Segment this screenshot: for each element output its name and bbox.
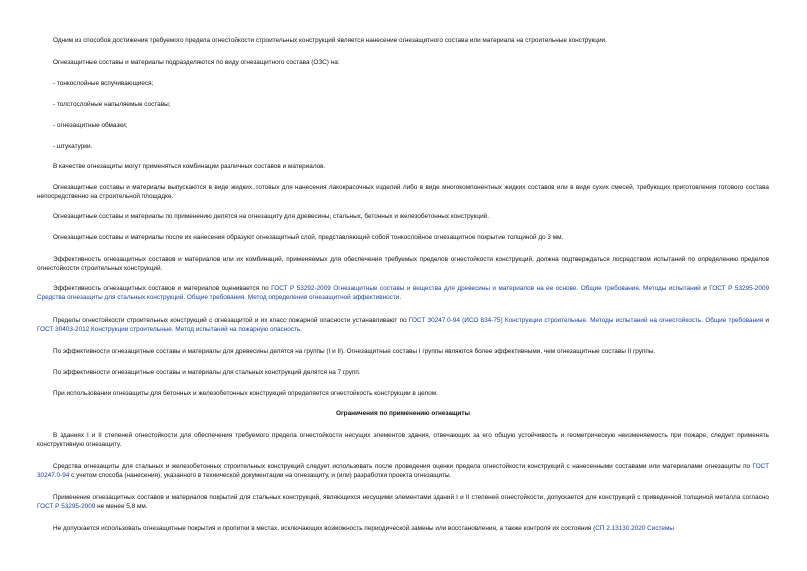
paragraph: Одним из способов достижения требуемого предела огнестойкости строительных конструкций является нанесение огнезащитного состава или материала на строительные конструкции. xyxy=(53,37,607,44)
list-item: - толстослойные напыляемые составы; xyxy=(53,101,171,108)
text: и xyxy=(763,317,769,324)
paragraph: В качестве огнезащиты могут применяться комбинации различных составов и материалов. xyxy=(53,163,326,170)
paragraph: По эффективности огнезащитные составы и материалы для древесины делятся на группы (I и II). Огнезащитные составы I группы являются более эффективными, чем огнезащитные составы II группы. xyxy=(53,348,656,355)
paragraph-steel-thickness xyxy=(37,493,769,511)
list-item: - огнезащитные обмазки; xyxy=(53,122,128,129)
paragraph-coatings xyxy=(37,524,769,533)
link-sp-2-13130[interactable]: СП 2.13130.2020 Системы xyxy=(595,525,674,532)
text: Не допускается использовать огнезащитные покрытия и пропитки в местах, исключающих возможность периодической замены или восстановления, а также контроля их состояния ( xyxy=(53,525,596,532)
text: . xyxy=(300,326,303,333)
paragraph: В зданиях I и II степеней огнестойкости для обеспечения требуемого предела огнестойкости несущих элементов здания, отвечающих за его общую устойчивость и геометрическую неизменяемость при пожаре, следует применять конструктивную огнезащиту. xyxy=(37,432,769,448)
paragraph: Огнезащитные составы и материалы выпускаются в виде жидких, готовых для нанесения лакокрасочных изделий либо в виде многокомпонентных жидких составов или в виде сухих смесей, требующих приготовления готового состава непосредственно на строительной площадке. xyxy=(37,184,769,200)
link-gost-53292[interactable]: ГОСТ Р 53292-2009 Огнезащитные составы и вещества для древесины и материалов на ее основе. Общие требования. Методы испытаний xyxy=(271,285,701,292)
text: Применение огнезащитных составов и материалов покрытий для стальных конструкций, являющихся несущими элементами зданий I и II степеней огнестойкости, допускается для конструкций с приведенной толщиной металла согласно xyxy=(53,494,769,501)
text: Пределы огнестойкости строительных конструкций с огнезащитой и их класс пожарной опасности устанавливают по xyxy=(53,317,409,324)
list-item: - тонкослойные вспучивающиеся; xyxy=(53,80,154,87)
paragraph: При использовании огнезащиты для бетонных и железобетонных конструкций определяется огнестойкость конструкции в целом. xyxy=(53,390,439,397)
paragraph: Огнезащитные составы и материалы после их нанесения образуют огнезащитный слой, представляющий собой тонкослойное огнезащитное покрытие толщиной до 3 мм. xyxy=(53,234,564,241)
text: и xyxy=(700,285,710,292)
paragraph: По эффективности огнезащитные составы и материалы для стальных конструкций делятся на 7 групп. xyxy=(53,369,361,376)
text: . xyxy=(399,294,402,301)
paragraph-fire-protection xyxy=(37,462,769,480)
paragraph-limits xyxy=(37,316,769,334)
text: Эффективность огнезащитных составов и материалов оценивается по xyxy=(53,285,272,292)
paragraph: Огнезащитные составы и материалы по применению делятся на огнезащиту для древесины, стальных, бетонных и железобетонных конструкций. xyxy=(53,213,489,220)
text: не менее 5,8 мм. xyxy=(95,503,148,510)
paragraph-standards xyxy=(37,284,769,302)
link-gost-30247[interactable]: ГОСТ 30247.0-94 (ИСО 834-75) Конструкции строительные. Методы испытаний на огнестойкость. Общие требования xyxy=(408,317,764,324)
list-item: - штукатурки. xyxy=(53,143,93,150)
section-heading: Ограничения по применению огнезащиты xyxy=(336,410,470,417)
link-gost-30247-short[interactable]: ГОСТ 30247.0-94 xyxy=(37,463,769,479)
paragraph: Огнезащитные составы и материалы подразделяются по виду огнезащитного состава (ОЗС) на: xyxy=(53,59,340,66)
link-gost-53295-short[interactable]: ГОСТ Р 53295-2009 xyxy=(37,503,96,510)
paragraph: Эффективность огнезащитных составов и материалов или их комбинаций, применяемых для обеспечения требуемых пределов огнестойкости конструкций, должна подтверждаться посредством испытаний по определению пределов огнестойкости строительных конструкций. xyxy=(37,256,769,272)
link-gost-53295[interactable]: ГОСТ Р 53295-2009 Средства огнезащиты для стальных конструкций. Общие требования. Метод определения огнезащитной эффективности xyxy=(37,285,770,301)
text: Средства огнезащиты для стальных и железобетонных строительных конструкций следует использовать после проведения оценки предела огнестойкости конструкций с нанесенными составами или материалами огнезащиты по xyxy=(53,463,753,470)
link-gost-30403[interactable]: ГОСТ 30403-2012 Конструкции строительные. Метод испытаний на пожарную опасность xyxy=(37,326,301,333)
text: с учетом способа (нанесения), указанного в технической документации на огнезащиту, и (или) разработки проекта огнезащиты. xyxy=(69,472,452,479)
